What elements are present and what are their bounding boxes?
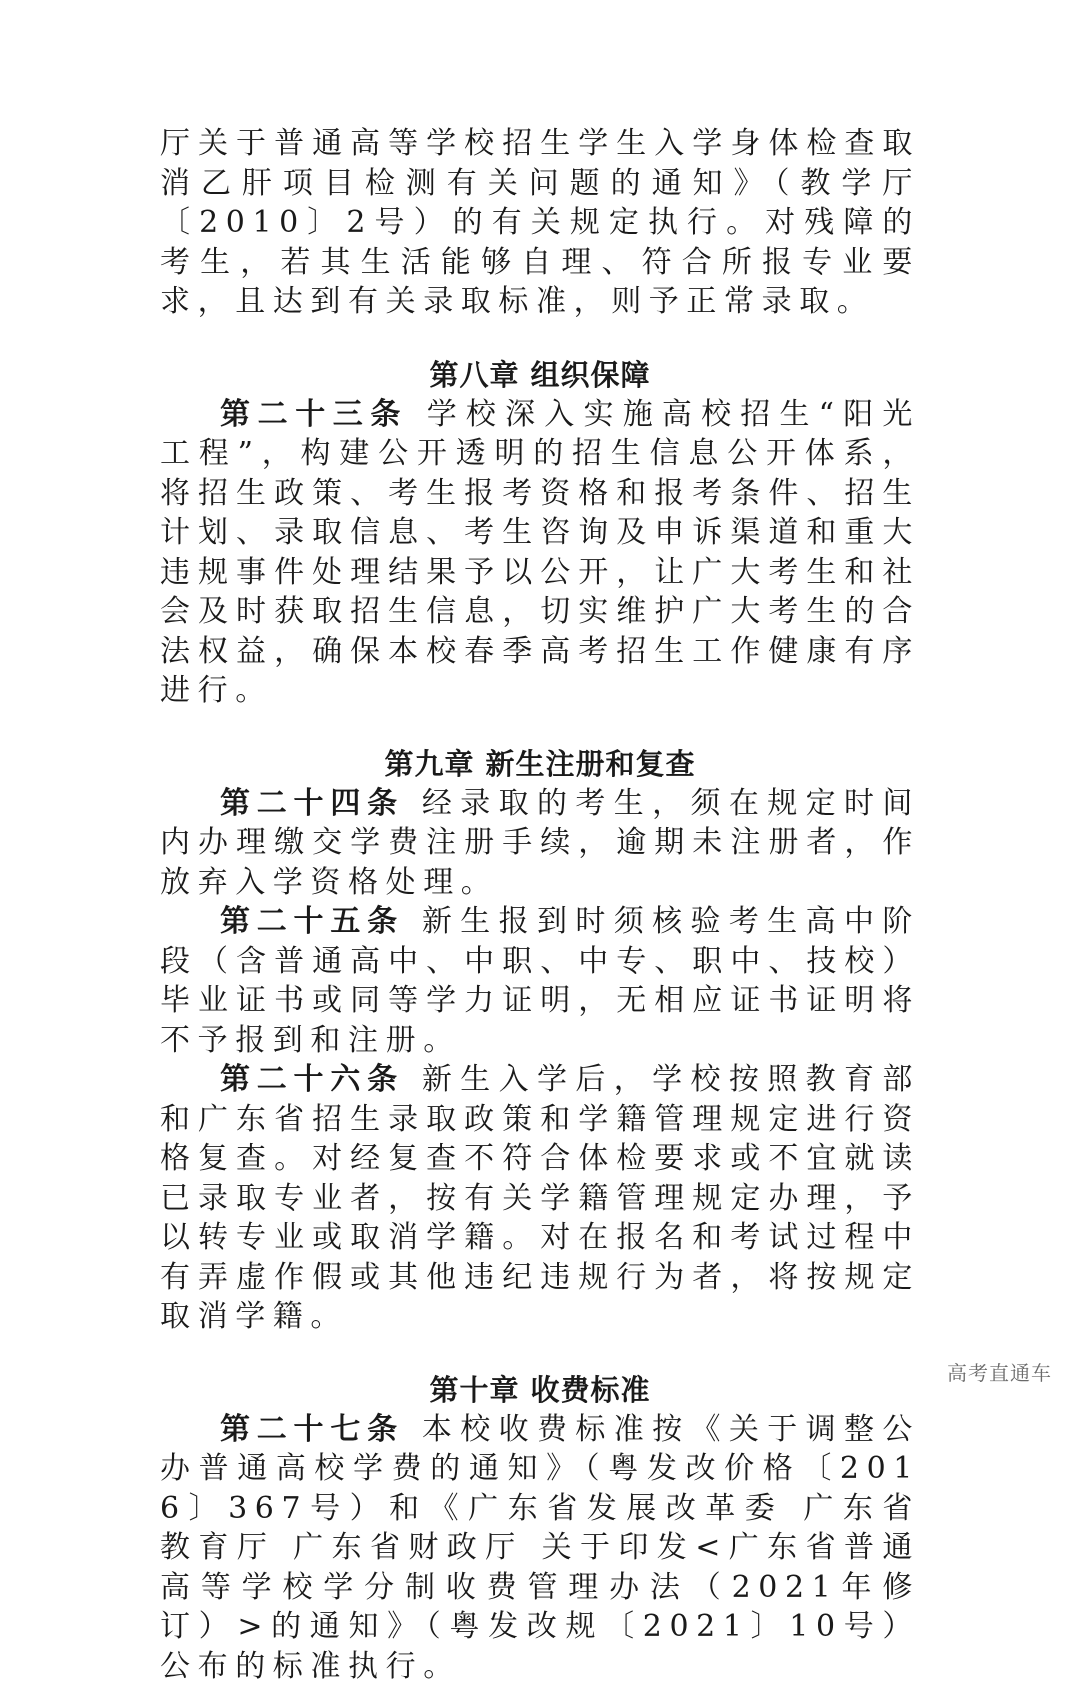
article-text: 新生报到时须核验考生高中阶段（含普通高中、中职、中专、职中、技校）毕业证书或同等学力证明，无相应证书证明将不予报到和注册。 xyxy=(160,904,920,1058)
article-27 xyxy=(160,1410,920,1686)
article-25 xyxy=(160,902,920,1060)
chapter-8-title: 第八章 组织保障 xyxy=(160,356,920,395)
chapter-10-title: 第十章 收费标准 xyxy=(160,1371,920,1410)
article-label: 第二十七条 xyxy=(220,1412,404,1447)
article-text: 学校深入实施高校招生“阳光工程”，构建公开透明的招生信息公开体系，将招生政策、考生报考资格和报考条件、招生计划、录取信息、考生咨询及申诉渠道和重大违规事件处理结果予以公开，让广大考生和社会及时获取招生信息，切实维护广大考生的合法权益，确保本校春季高考招生工作健康有序进行。 xyxy=(160,397,920,709)
article-label: 第二十四条 xyxy=(220,786,404,821)
article-24 xyxy=(160,784,920,903)
article-23 xyxy=(160,395,920,711)
article-text: 新生入学后，学校按照教育部和广东省招生录取政策和学籍管理规定进行资格复查。对经复查不符合体检要求或不宜就读已录取专业者，按有关学籍管理规定办理，予以转专业或取消学籍。对在报名和考试过程中有弄虚作假或其他违纪违规行为者，将按规定取消学籍。 xyxy=(160,1062,920,1334)
article-text: 本校收费标准按《关于调整公办普通高校学费的通知》（粤发改价格〔2016〕367号）和《广东省发展改革委 广东省教育厅 广东省财政厅 关于印发<广东省普通高等学校学分制收费管理办法（2021年修订）>的通知》（粤发改规〔2021〕10号）公布的标准执行。 xyxy=(160,1412,920,1684)
article-label: 第二十六条 xyxy=(220,1062,404,1097)
document-page xyxy=(160,124,920,1686)
article-label: 第二十五条 xyxy=(220,904,404,939)
article-text: 经录取的考生，须在规定时间内办理缴交学费注册手续，逾期未注册者，作放弃入学资格处理。 xyxy=(160,786,920,900)
article-26 xyxy=(160,1060,920,1337)
watermark-label: 高考直通车 xyxy=(947,1357,1052,1386)
chapter-9-title: 第九章 新生注册和复查 xyxy=(160,745,920,784)
article-label: 第二十三条 xyxy=(220,397,408,432)
intro-paragraph: 厅关于普通高等学校招生学生入学身体检查取消乙肝项目检测有关问题的通知》（教学厅〔2010〕2号）的有关规定执行。对残障的考生，若其生活能够自理、符合所报专业要求，且达到有关录取标准，则予正常录取。 xyxy=(160,124,920,322)
